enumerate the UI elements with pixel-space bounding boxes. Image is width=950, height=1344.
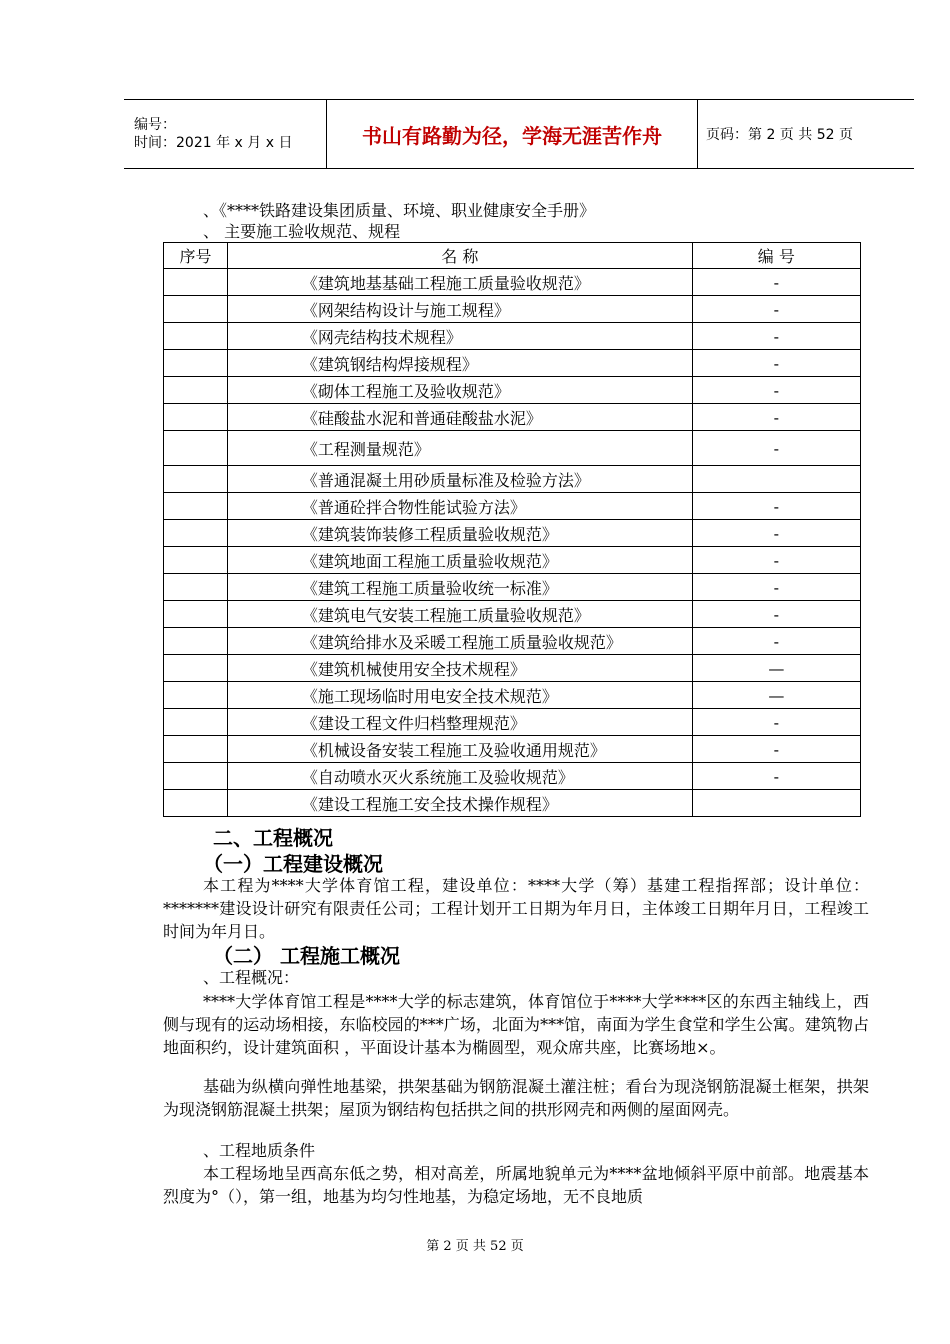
row-code (692, 466, 860, 493)
table-row (164, 377, 861, 404)
row-code: - (692, 574, 860, 601)
table-row (164, 466, 861, 493)
intro-line-1: 、《****铁路建设集团质量、环境、职业健康安全手册》 (203, 201, 596, 220)
row-code: - (692, 296, 860, 323)
time-label: 时间：2021 年 x 月 x 日 (134, 135, 293, 151)
table-row (164, 404, 861, 431)
page-header (124, 99, 914, 169)
row-code: - (692, 736, 860, 763)
header-motto: 书山有路勤为径，学海无涯苦作舟 (326, 100, 698, 168)
item-heading-2: 、工程地质条件 (203, 1141, 316, 1160)
table-row (164, 493, 861, 520)
row-code: - (692, 547, 860, 574)
table-row (164, 736, 861, 763)
row-name: 《建筑电气安装工程施工质量验收规范》 (227, 601, 692, 628)
table-row (164, 763, 861, 790)
table-header-row (164, 243, 861, 269)
row-code (692, 790, 860, 817)
row-code: — (692, 655, 860, 682)
row-name: 《建设工程施工安全技术操作规程》 (227, 790, 692, 817)
construction-overview-text: 本工程为****大学体育馆工程，建设单位：****大学（筹）基建工程指挥部；设计单位：*******建设设计研究有限责任公司；工程计划开工日期为年月日，主体竣工日期年月日，工程竣工时间为年月日。 (163, 876, 869, 941)
row-code: — (692, 682, 860, 709)
row-name: 《普通混凝土用砂质量标准及检验方法》 (227, 466, 692, 493)
table-row (164, 296, 861, 323)
section-title: 二、工程概况 (213, 826, 333, 850)
subsection-title-1: （一）工程建设概况 (203, 852, 383, 876)
number-label: 编号： (134, 117, 176, 133)
page-footer: 第 2 页 共 52 页 (426, 1239, 524, 1254)
table-row (164, 655, 861, 682)
row-name: 《工程测量规范》 (227, 431, 692, 466)
row-name: 《施工现场临时用电安全技术规范》 (227, 682, 692, 709)
item1-paragraph-1: ****大学体育馆工程是****大学的标志建筑，体育馆位于****大学****区的东西主轴线上，西侧与现有的运动场相接，东临校园的***广场，北面为***馆，南面为学生食堂和学生公寓。建筑物占地面积约，设计建筑面积 ，平面设计基本为椭圆型，观众席共座，比赛场地×。 (163, 992, 869, 1057)
row-name: 《建筑给排水及采暖工程施工质量验收规范》 (227, 628, 692, 655)
col-header-code: 编 号 (692, 243, 860, 269)
table-row (164, 574, 861, 601)
intro-line-2: 、 主要施工验收规范、规程 (203, 222, 401, 241)
row-code: - (692, 601, 860, 628)
row-name: 《网架结构设计与施工规程》 (227, 296, 692, 323)
row-name: 《建筑装饰装修工程质量验收规范》 (227, 520, 692, 547)
row-code: - (692, 520, 860, 547)
row-name: 《网壳结构技术规程》 (227, 323, 692, 350)
item2-paragraph-1: 本工程场地呈西高东低之势，相对高差，所属地貌单元为****盆地倾斜平原中前部。地震基本烈度为°（），第一组，地基为均匀性地基，为稳定场地，无不良地质 (163, 1164, 869, 1206)
table-row (164, 628, 861, 655)
row-name: 《自动喷水灭火系统施工及验收规范》 (227, 763, 692, 790)
row-name: 《建筑工程施工质量验收统一标准》 (227, 574, 692, 601)
row-name: 《机械设备安装工程施工及验收通用规范》 (227, 736, 692, 763)
row-name: 《硅酸盐水泥和普通硅酸盐水泥》 (227, 404, 692, 431)
col-header-index: 序号 (164, 243, 228, 269)
standards-table (163, 242, 861, 817)
item-heading-1: 、工程概况： (203, 968, 300, 987)
table-row (164, 790, 861, 817)
item1-paragraph-2: 基础为纵横向弹性地基梁，拱架基础为钢筋混凝土灌注桩；看台为现浇钢筋混凝土框架，拱架为现浇钢筋混凝土拱架；屋顶为钢结构包括拱之间的拱形网壳和两侧的屋面网壳。 (163, 1077, 869, 1119)
row-name: 《建设工程文件归档整理规范》 (227, 709, 692, 736)
table-row (164, 547, 861, 574)
row-code: - (692, 763, 860, 790)
col-header-name: 名 称 (227, 243, 692, 269)
table-row (164, 350, 861, 377)
row-code: - (692, 323, 860, 350)
row-code: - (692, 350, 860, 377)
row-code: - (692, 377, 860, 404)
row-name: 《普通砼拌合物性能试验方法》 (227, 493, 692, 520)
header-meta (124, 100, 326, 168)
row-name: 《建筑机械使用安全技术规程》 (227, 655, 692, 682)
row-code: - (692, 269, 860, 296)
row-name: 《建筑地基基础工程施工质量验收规范》 (227, 269, 692, 296)
row-name: 《建筑地面工程施工质量验收规范》 (227, 547, 692, 574)
table-row (164, 682, 861, 709)
row-code: - (692, 709, 860, 736)
table-row (164, 709, 861, 736)
header-page-label: 页码：第 2 页 共 52 页 (706, 127, 853, 143)
row-code: - (692, 628, 860, 655)
table-row (164, 431, 861, 466)
table-row (164, 269, 861, 296)
row-name: 《建筑钢结构焊接规程》 (227, 350, 692, 377)
row-code: - (692, 493, 860, 520)
table-row (164, 520, 861, 547)
subsection-title-2: （二） 工程施工概况 (213, 944, 400, 968)
row-code: - (692, 404, 860, 431)
table-row (164, 601, 861, 628)
row-name: 《砌体工程施工及验收规范》 (227, 377, 692, 404)
row-code: - (692, 431, 860, 466)
table-row (164, 323, 861, 350)
